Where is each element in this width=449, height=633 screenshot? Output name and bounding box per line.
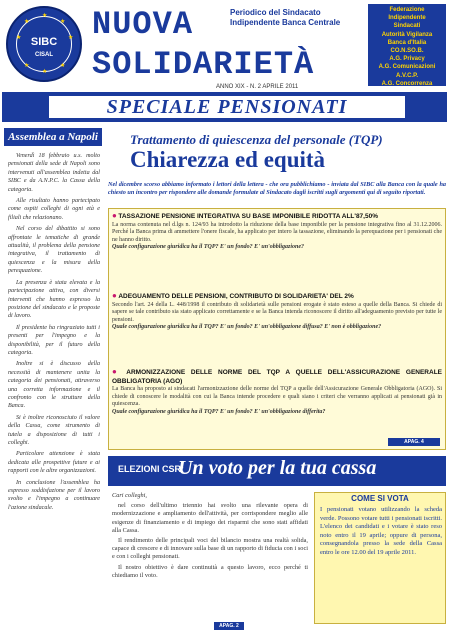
article-section [112,292,442,332]
sidebar-paragraph: Nel corso del dibattito si sono affrontate le tematiche di grande attualità, il problema della pensione integrativa, il trattamento di quiescenza e la misura della perequazione. [8,226,100,275]
section-footer: Quale configurazione giuridica ha il TQP? E' un fondo? E' un'obbligazione differita? [112,408,326,415]
elections-text [112,492,308,628]
bullet-icon: ● [112,367,121,376]
elections-paragraph: Il rendimento delle principali voci del bilancio mostra una realtà solida, capace di crescere e di innovare sulla base di un rapporto di fiducia con i soci e con i colleghi pensionati. [112,537,308,561]
how-to-vote-text: I pensionati votano utilizzando la scheda verde. Possono votare tutti i pensionati iscritti. L'elenco dei candidati e i votare è stato reso noto entro il 19 aprile; oppure di persona, consegnandola presso la sede della Cassa entro le ore 12.00 del 19 aprile 2011. [320,506,442,556]
section-title: ARMONIZZAZIONE DELLE NORME DEL TQP A QUELLE DELL'ASSICURAZIONE GENERALE OBBLIGATORIA (AGO) [112,369,443,385]
star-icon: ★ [24,19,30,25]
federation-line: A.G. Concorrenza [381,80,433,87]
continued-label: APAG. 4 [388,438,440,446]
star-icon: ★ [60,63,66,69]
article-section [112,212,442,252]
bullet-icon: ● [112,211,117,220]
federation-line: Banca d'Italia [387,39,427,46]
article-kicker: Trattamento di quiescenza del personale (TQP) [130,132,383,147]
star-icon: ★ [42,13,48,19]
masthead-title-line2: SOLIDARIETÀ [92,46,315,83]
sidebar-paragraph: Particolare attenzione è stata dedicata alle prospettive future e ai rapporti con le altre organizzazioni. [8,451,100,475]
federation-box [368,4,446,86]
star-icon: ★ [24,63,30,69]
star-icon: ★ [16,35,22,41]
issue-info: ANNO XIX - N. 2 APRILE 2011 [216,84,299,90]
federation-line: Sindacati [393,23,421,30]
elections-paragraph: nel corso dell'ultimo triennio hai svolto una rilevante opera di modernizzazione e ampliamento dell'attività, per corrispondere meglio alle esigenze di finanziamento e di impiego dei risparmi che sono stati affidati alla Cassa. [112,502,308,534]
federation-line: A.G. Comunicazioni [378,64,436,71]
sidebar-paragraph: Inoltre si è discusso della necessità di mantenere unita la categoria dei pensionati, attraverso una corretta informazione e il confronto con le strutture della Banca. [8,361,100,410]
sibc-logo [6,6,82,82]
section-title: ADEGUAMENTO DELLE PENSIONI, CONTRIBUTO DI SOLIDARIETA' DEL 2% [118,293,354,300]
elections-paragraph: Cari colleghi, [112,492,147,499]
sidebar-paragraph: Alle risultato hanno partecipato come ospiti colleghi di ogni età e filiali che relazionano. [8,198,100,221]
sidebar-paragraph: In conclusione l'assemblea ha espresso soddisfazione per il lavoro svolto e l'impegno a continuare l'azione sindacale. [8,479,100,511]
elections-paragraph: Il nostro obiettivo è dare continuità a questo lavoro, ecco perché ti chiediamo il voto. [112,563,308,579]
section-title: TASSAZIONE PENSIONE INTEGRATIVA SU BASE IMPONIBILE RIDOTTA ALL'87,50% [118,213,378,220]
banner-title: SPECIALE PENSIONATI [48,95,406,119]
masthead-subtitle: Periodico del Sindacato Indipendente Banca Centrale [230,8,341,27]
federation-line: Autorità Vigilanza [381,31,433,38]
masthead-title-line1: NUOVA [92,6,194,43]
federation-line: Indipendente [388,15,426,22]
section-body: La norma contenuta nel d.lgs n. 124/93 ha introdotto la riduzione della base imponibile per la pensione integrativa fino al 31.12.2006. Perché la Banca prima di ammettere l'onere fiscale, ha applicato per intero la tassazione, eliminando la perequazione per i pensionati che ne hanno diritto. [112,221,442,243]
star-icon: ★ [68,35,74,41]
sidebar-paragraph: Si è inoltre riconosciuto il valore della Cassa, come strumento di tutela a disposizione di tutti i colleghi. [8,414,100,446]
section-footer: Quale configurazione giuridica ha il TQP? E' un fondo? E' un'obbligazione? [112,244,305,251]
how-to-vote-heading: COME SI VOTA [351,494,409,503]
section-body: La Banca ha proposto ai sindacati l'armonizzazione delle norme del TQP a quelle dell'Assicurazione Generale Obbligatoria (AGO). Si chiede di conoscere le modalità con cui la Banca intende procedere e quali siano i criteri che verranno applicati ai pensionati già in quiescenza. [112,386,442,408]
elections-tag: ELEZIONI CSR: [118,464,185,474]
continued-label: APAG. 2 [214,622,244,630]
sidebar-paragraph: Il presidente ha ringraziato tutti i presenti per l'impegno e la disponibilità, per il futuro della categoria. [8,324,100,356]
federation-line: CO.N.SO.B. [390,48,424,55]
elections-title: Un voto per la tua cassa [178,457,377,479]
logo-subtext: CISAL [35,52,53,58]
federation-line: A.G. Privacy [389,56,425,63]
sidebar-column [8,152,100,620]
star-icon: ★ [60,19,66,25]
federation-line: A.V.C.P. [395,72,418,79]
section-footer: Quale configurazione giuridica ha il TQP? E' un fondo? E' un'obbligazione diffusa? E' non è obbligazione? [112,324,382,331]
logo-text: SIBC [30,36,58,48]
star-icon: ★ [42,69,48,75]
section-body: Secondo l'art. 24 della L. 448/1998 il contributo di solidarietà sulle pensioni erogate è stato esteso a quelle della Banca. Si chiede di sapere se tale contributo sia stato applicato correttamente e se la Banca intenda riconoscere il diritto all'adeguamento previsto per tutte le pensioni. [112,301,442,323]
sidebar-paragraph: Venerdì 18 febbraio u.s. molto pensionati della sede di Napoli sono intervenuti all'assemblea indetta dal SIBC e da A.N.P.C. la Cassa della categoria. [8,153,100,193]
sidebar-paragraph: La presenza è stata elevata e la partecipazione attiva, con diversi interventi che hanno espresso la posizione del sindacato e le proposte di lavoro. [8,279,100,320]
article-section [112,368,442,417]
federation-line: Federazione [389,7,425,13]
article-headline: Chiarezza ed equità [130,147,326,172]
sidebar-heading: Assemblea a Napoli [4,128,102,146]
bullet-icon: ● [112,291,117,300]
article-intro: Nel dicembre scorso abbiamo informato i lettori della lettera - che ora pubblichiamo - inviata dal SIBC alla Banca con la quale ha chiesto un incontro per rispondere alle domande formulate al Sindacato dagli iscritti sugli argomenti qui di seguito riportati. [108,181,446,196]
